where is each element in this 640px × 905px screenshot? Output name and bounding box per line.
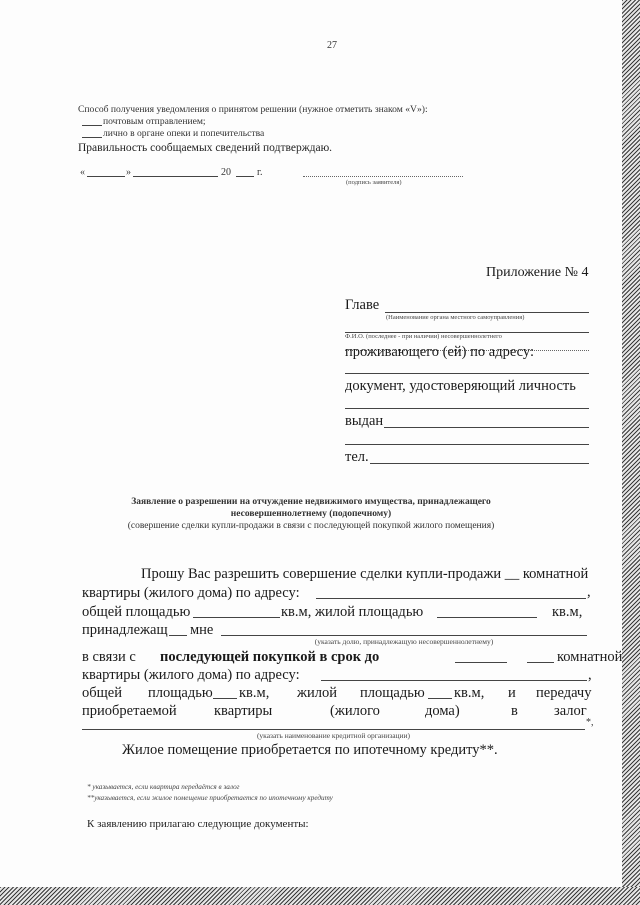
body-bank-caption: (указать наименование кредитной организации): [256, 731, 411, 740]
statement-subtitle: (совершение сделки купли-продажи в связи с последующей покупкой жилого помещения): [127, 521, 495, 531]
signature-caption: (подпись заявителя): [346, 179, 402, 186]
body-line9-end: *,: [586, 717, 594, 728]
body-line2: квартиры (жилого дома) по адресу:: [82, 585, 300, 601]
notify-mail-checkbox-line: [82, 125, 102, 126]
addressee-address-line: [345, 373, 589, 374]
scan-edge-right: [622, 0, 640, 905]
addressee-document-line: [345, 408, 589, 409]
notify-heading: Способ получения уведомления о принятом решении (нужное отметить знаком «V»):: [78, 104, 428, 115]
body-line7-g: и: [508, 685, 516, 701]
body-line8-b: квартиры: [214, 703, 273, 719]
footnote-1: * указывается, если квартира передаётся в залог: [87, 783, 240, 791]
body-line6: квартиры (жилого дома) по адресу:: [82, 667, 300, 683]
footnote-2: **указывается, если жилое помещение приобретается по ипотечному кредиту: [87, 794, 333, 802]
addressee-issued-line-2: [345, 444, 589, 445]
body-line6-field: [321, 680, 587, 681]
addressee-body-line: [385, 312, 589, 313]
date-day-line: [87, 176, 125, 177]
date-year-suffix: г.: [257, 167, 263, 178]
body-line2-end: ,: [587, 584, 591, 600]
confirm-text: Правильность сообщаемых сведений подтверждаю.: [78, 142, 333, 154]
body-line2-field: [316, 598, 586, 599]
body-new-living-area-field: [428, 698, 452, 699]
body-line6-end: ,: [588, 667, 592, 683]
notify-option-mail: почтовым отправлением;: [103, 116, 206, 127]
statement-title-line1: Заявление о разрешении на отчуждение недвижимого имущества, принадлежащего: [131, 497, 491, 507]
addressee-fio-caption: Ф.И.О. (последнее - при наличии) несовершеннолетнего: [345, 333, 502, 340]
body-line5-b: комнатной: [557, 649, 622, 665]
date-year-prefix: 20: [221, 167, 231, 178]
body-line8-a: приобретаемой: [82, 703, 177, 719]
body-line4-b: мне: [190, 622, 214, 638]
body-line4-a: принадлежащ: [82, 622, 168, 638]
body-line8-e: в: [511, 703, 518, 719]
addressee-phone-label: тел.: [345, 449, 369, 465]
addressee-residing-label: проживающего (ей) по адресу:: [345, 344, 534, 360]
body-line5-a: в связи с: [82, 649, 136, 665]
body-line7-c: кв.м,: [239, 685, 270, 701]
attachments-text: К заявлению прилагаю следующие документы:: [87, 818, 309, 830]
body-line7-h: передачу: [536, 685, 592, 701]
addressee-issued-line: [384, 427, 589, 428]
date-month-line: [133, 176, 218, 177]
body-line3-c: кв.м,: [552, 604, 583, 620]
addressee-to-label: Главе: [345, 297, 380, 313]
date-year-line: [236, 176, 254, 177]
date-close-quote: »: [126, 167, 131, 178]
body-line1: Прошу Вас разрешить совершение сделки купли-продажи __ комнатной: [141, 566, 589, 582]
statement-title-line2: несовершеннолетнему (подопечному): [230, 509, 392, 519]
addressee-document-label: документ, удостоверяющий личность: [345, 378, 576, 394]
page-number: 27: [327, 40, 337, 51]
body-line8-d: дома): [425, 703, 460, 719]
body-total-area-field: [193, 617, 280, 618]
body-line7-e: площадью: [360, 685, 425, 701]
body-line7-b: площадью: [148, 685, 213, 701]
scan-edge-bottom: [0, 887, 640, 905]
body-line7-a: общей: [82, 685, 122, 701]
body-bank-field: [82, 729, 585, 730]
body-rooms-field: [527, 662, 554, 663]
body-line7-d: жилой: [297, 685, 338, 701]
body-share-field: [221, 635, 587, 636]
body-living-area-field: [437, 617, 537, 618]
date-open-quote: «: [80, 167, 85, 178]
body-line3-a: общей площадью: [82, 604, 191, 620]
signature-line: [303, 176, 463, 177]
body-line8-c: (жилого: [330, 703, 380, 719]
notify-option-personal: лично в органе опеки и попечительства: [103, 128, 265, 139]
body-line8-f: залог: [554, 703, 587, 719]
body-line7-f: кв.м,: [454, 685, 485, 701]
body-mortgage-line: Жилое помещение приобретается по ипотечному кредиту**.: [122, 742, 498, 758]
body-new-total-area-field: [213, 698, 237, 699]
addressee-issued-label: выдан: [345, 413, 384, 429]
addressee-phone-line: [370, 463, 589, 464]
body-line3-b: кв.м, жилой площадью: [281, 604, 424, 620]
notify-personal-checkbox-line: [82, 137, 102, 138]
body-deadline-field: [455, 662, 507, 663]
body-share-caption: (указать долю, принадлежащую несовершеннолетнему): [314, 637, 494, 646]
body-ending-field: [169, 635, 187, 636]
addressee-body-caption: (Наименование органа местного самоуправления): [386, 314, 525, 321]
body-line5-bold: последующей покупкой в срок до: [160, 649, 380, 665]
appendix-title: Приложение № 4: [486, 265, 589, 280]
